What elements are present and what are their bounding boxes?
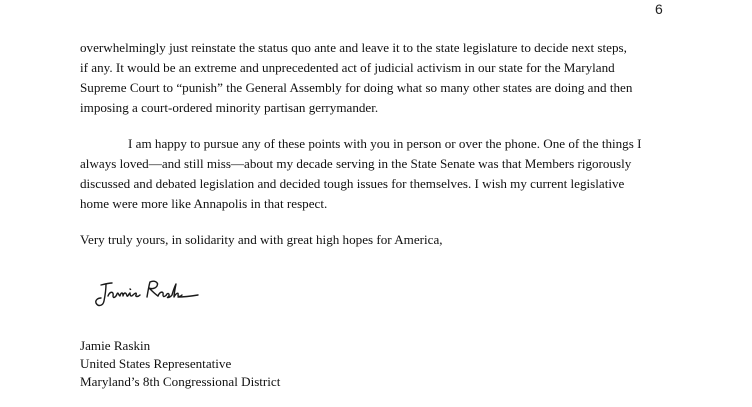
page-number: 6 (655, 1, 663, 17)
paragraph-continued: overwhelmingly just reinstate the status quo ante and leave it to the state legislature to decide next steps, if any. It would be an extreme and unprecedented act of judicial activism in our state for the Maryland Supreme Court to “punish” the General Assembly for doing what so many other states are doing and then imposing a court-ordered minority partisan gerrymander. (80, 40, 633, 115)
signature-block (80, 337, 280, 391)
signature-image (92, 276, 202, 310)
paragraph-offer: I am happy to pursue any of these points with you in person or over the phone. One of the things I always loved—and still miss—about my decade serving in the State Senate was that Members rigorously discussed and debated legislation and decided tough issues for themselves. I wish my current legislative home were more like Annapolis in that respect. (80, 136, 642, 211)
signatory-district: Maryland’s 8th Congressional District (80, 374, 281, 389)
signatory-title: United States Representative (80, 356, 232, 371)
handwritten-signature (92, 276, 202, 310)
letter-body (80, 38, 670, 250)
closing-line: Very truly yours, in solidarity and with great high hopes for America, (80, 232, 443, 247)
signatory-name: Jamie Raskin (80, 338, 151, 353)
